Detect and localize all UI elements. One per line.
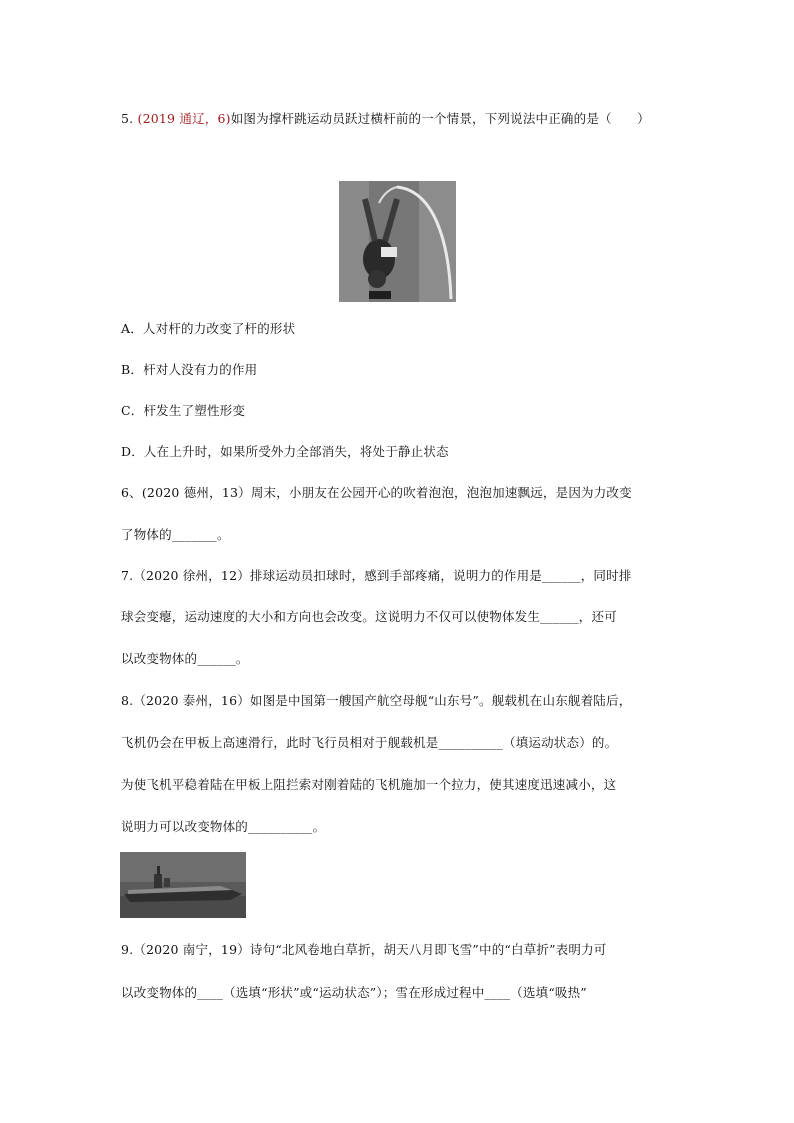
q5-stem-line <box>121 110 650 128</box>
q5-number: 5. <box>121 111 134 126</box>
q6-line-2: 了物体的_______。 <box>121 527 230 542</box>
aircraft-carrier-photo <box>120 852 246 918</box>
q7-line-1: 7.（2020 徐州，12）排球运动员扣球时，感到手部疼痛，说明力的作用是______，同时排 <box>121 568 632 583</box>
q5-source: (2019 通辽，6) <box>137 111 231 126</box>
q5-option-a: A．人对杆的力改变了杆的形状 <box>121 321 296 336</box>
q8-line-2: 飞机仍会在甲板上高速滑行，此时飞行员相对于舰载机是__________（填运动状态）的。 <box>121 735 618 750</box>
q9-line-1: 9.（2020 南宁，19）诗句“北风卷地白草折，胡天八月即飞雪”中的“白草折”表明力可 <box>121 942 607 957</box>
q9-line-2: 以改变物体的____（选填“形状”或“运动状态”）；雪在形成过程中____（选填“吸热” <box>121 985 587 1000</box>
pole-vault-illustration <box>339 181 456 302</box>
q8-line-4: 说明力可以改变物体的__________。 <box>121 819 326 834</box>
q5-option-c: C．杆发生了塑性形变 <box>121 403 246 418</box>
q5-option-d: D．人在上升时，如果所受外力全部消失，将处于静止状态 <box>121 444 449 459</box>
q6-line-1: 6、(2020 德州，13）周末，小朋友在公园开心的吹着泡泡，泡泡加速飘远，是因为力改变 <box>121 485 632 500</box>
aircraft-carrier-illustration <box>120 852 246 918</box>
q7-line-2: 球会变瘪，运动速度的大小和方向也会改变。这说明力不仅可以使物体发生______，还可 <box>121 609 617 624</box>
q5-stem: 如图为撑杆跳运动员跃过横杆前的一个情景，下列说法中正确的是（ ） <box>230 111 650 126</box>
q8-line-1: 8.（2020 泰州，16）如图是中国第一艘国产航空母舰“山东号”。舰载机在山东舰着陆后， <box>121 693 632 708</box>
q7-line-3: 以改变物体的______。 <box>121 651 249 666</box>
pole-vault-photo <box>339 181 456 302</box>
q5-option-b: B．杆对人没有力的作用 <box>121 362 258 377</box>
q8-line-3: 为使飞机平稳着陆在甲板上阻拦索对刚着陆的飞机施加一个拉力，使其速度迅速减小，这 <box>121 777 617 792</box>
